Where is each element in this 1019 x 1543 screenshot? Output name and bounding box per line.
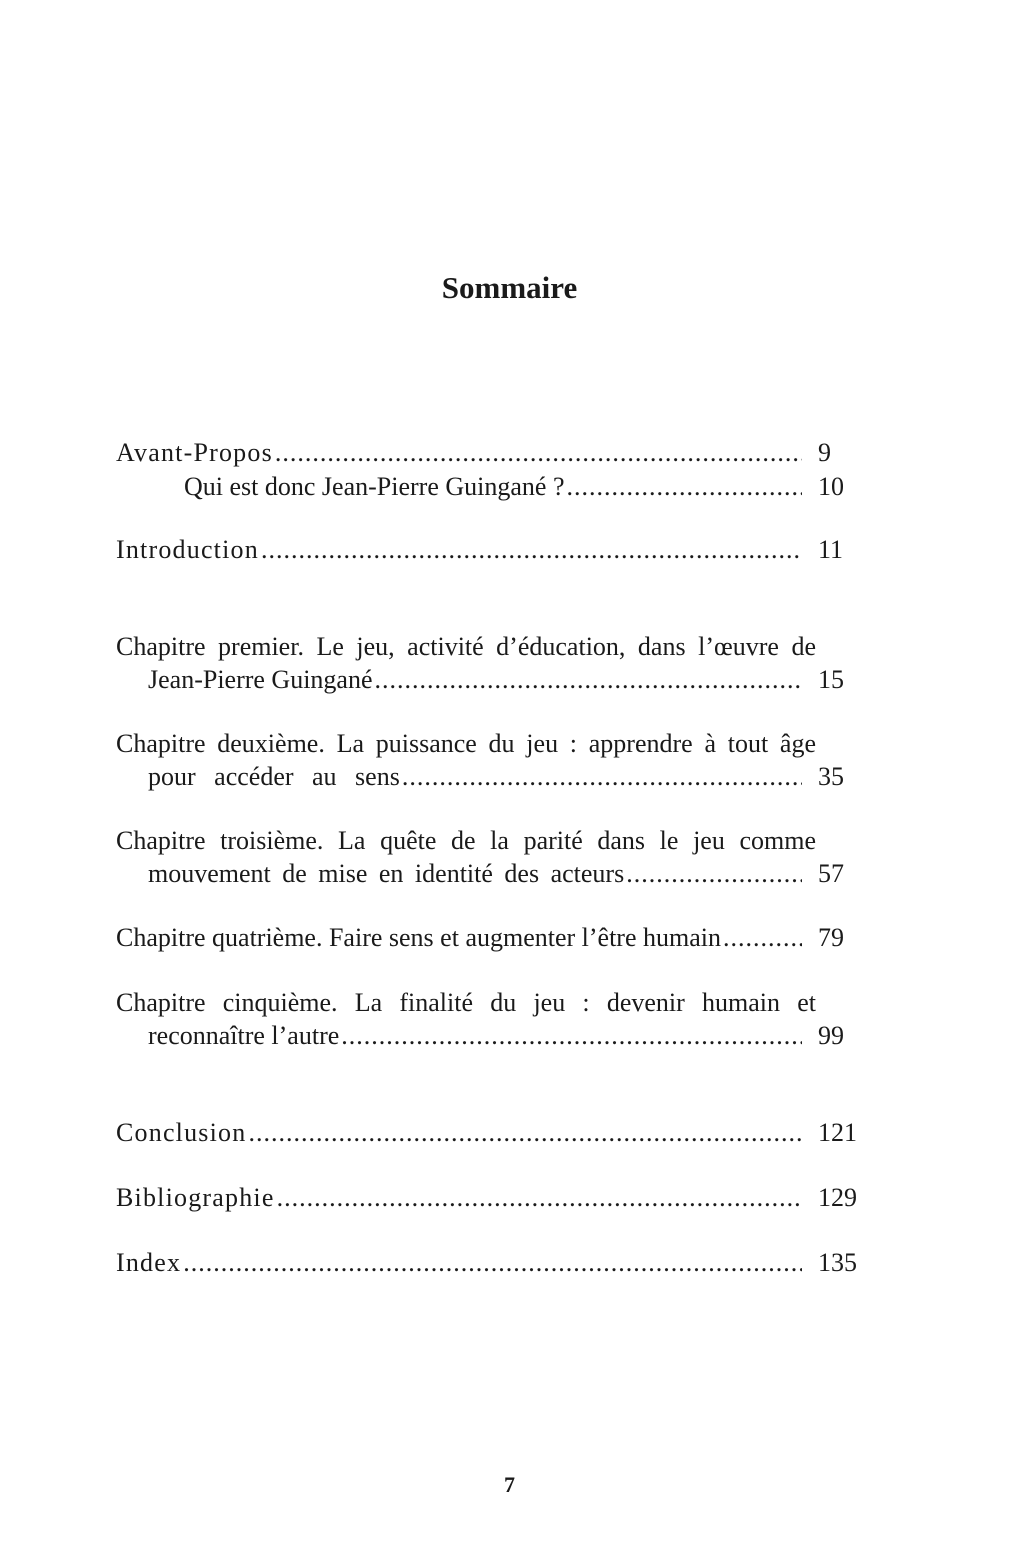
toc-entry-chapitre-2 (116, 727, 876, 793)
toc-entry-chapitre-1 (116, 630, 876, 696)
toc-page-number: 9 (818, 438, 831, 467)
toc-entry-index (116, 1246, 876, 1279)
toc-label-line-1: Chapitre deuxième. La puissance du jeu : apprendre à tout âge (116, 729, 816, 758)
toc-page-number: 57 (818, 859, 844, 888)
toc-entry-chapitre-5 (116, 986, 876, 1052)
toc-entry-avant-propos (116, 436, 876, 469)
toc-page-number: 35 (818, 762, 844, 791)
dot-leader (723, 921, 802, 954)
dot-leader (402, 760, 802, 793)
toc-label-line-1: Chapitre cinquième. La finalité du jeu : devenir humain et (116, 988, 816, 1017)
toc-page-number: 99 (818, 1021, 844, 1050)
toc-label: Bibliographie (116, 1183, 275, 1212)
toc-label-line-2: reconnaître l’autre (148, 1021, 340, 1050)
toc-label-line-2: mouvement de mise en identité des acteurs (148, 859, 625, 888)
toc-entry-chapitre-3 (116, 824, 876, 890)
toc-page-number: 121 (818, 1118, 857, 1147)
toc-page-number: 15 (818, 665, 844, 694)
toc-page-number: 129 (818, 1183, 857, 1212)
toc-label: Qui est donc Jean-Pierre Guingané ? (184, 472, 565, 501)
toc-label-line-1: Chapitre premier. Le jeu, activité d’éducation, dans l’œuvre de (116, 632, 816, 661)
toc-label: Conclusion (116, 1118, 247, 1147)
toc-page-number: 135 (818, 1248, 857, 1277)
dot-leader (248, 1116, 802, 1149)
toc-label: Index (116, 1248, 182, 1277)
dot-leader (341, 1019, 802, 1052)
toc-label-line-2: Jean-Pierre Guingané (148, 665, 373, 694)
dot-leader (566, 470, 802, 503)
dot-leader (277, 1181, 802, 1214)
dot-leader (375, 663, 802, 696)
toc-entry-introduction (116, 533, 876, 566)
dot-leader (275, 436, 802, 469)
dot-leader (183, 1246, 802, 1279)
toc-label-line-1: Chapitre troisième. La quête de la parité dans le jeu comme (116, 826, 816, 855)
toc-entry-qui-est (116, 470, 876, 503)
toc-page-number: 79 (818, 923, 844, 952)
toc-page-number: 10 (818, 472, 844, 501)
toc-label: Introduction (116, 535, 259, 564)
toc-label-line-2: pour accéder au sens (148, 762, 400, 791)
toc-label: Chapitre quatrième. Faire sens et augmenter l’être humain (116, 923, 721, 952)
page-number: 7 (504, 1472, 515, 1497)
toc-entry-bibliographie (116, 1181, 876, 1214)
dot-leader (626, 857, 802, 890)
dot-leader (261, 533, 802, 566)
toc-entry-chapitre-4 (116, 921, 876, 954)
page-title: Sommaire (441, 270, 578, 305)
toc-label: Avant-Propos (116, 438, 273, 467)
toc-entry-conclusion (116, 1116, 876, 1149)
toc-page-number: 11 (818, 535, 844, 564)
